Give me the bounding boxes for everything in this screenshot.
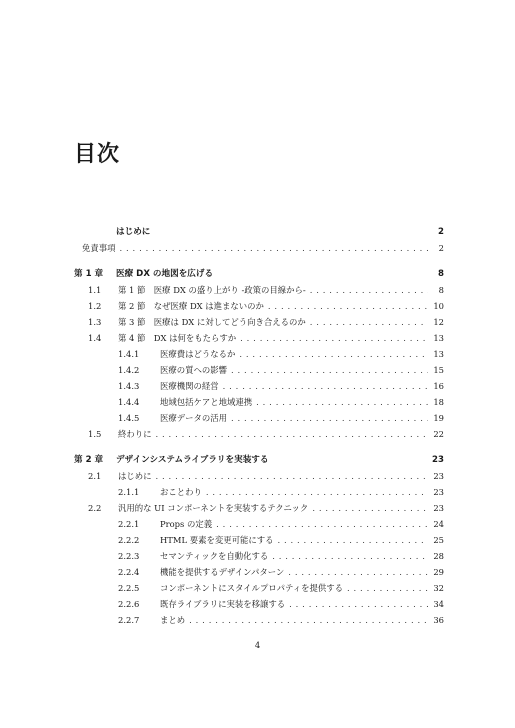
dot-leader	[288, 564, 428, 580]
toc-entry-number: 1.3	[88, 317, 102, 327]
toc-entry-title: 終わりに	[118, 429, 152, 439]
toc-entry-title: 医療費はどうなるか	[160, 349, 236, 359]
toc-entry-title: 医療データの活用	[160, 413, 227, 423]
toc-entry[interactable]	[74, 410, 444, 426]
toc-entry[interactable]	[74, 394, 444, 410]
dot-leader	[256, 394, 428, 410]
toc-entry-title: 第 4 節 DX は何をもたらすか	[118, 333, 237, 343]
toc-entry[interactable]	[74, 612, 444, 628]
dot-leader	[189, 612, 428, 628]
toc-entry-page: 10	[433, 301, 444, 311]
toc-entry-page: 25	[433, 535, 444, 545]
dot-leader	[310, 314, 428, 330]
toc-entry[interactable]	[74, 240, 444, 256]
toc-entry-number: 1.4.3	[118, 381, 140, 391]
toc-entry-page: 29	[433, 567, 444, 577]
toc-entry[interactable]	[74, 484, 444, 500]
toc-entry-page: 13	[433, 333, 444, 343]
toc-entry[interactable]	[74, 346, 444, 362]
toc-entry-page: 2	[438, 227, 444, 237]
toc-entry[interactable]	[74, 468, 444, 484]
toc-entry-page: 19	[433, 413, 444, 423]
toc-entry-page: 36	[433, 615, 444, 625]
toc-entry-number: 1.4	[88, 333, 102, 343]
toc-entry[interactable]	[74, 548, 444, 564]
toc-entry-number: 2.2.5	[118, 583, 140, 593]
dot-leader	[231, 410, 428, 426]
toc-entry-title: コンポーネントにスタイルプロパティを提供する	[160, 583, 343, 593]
toc-entry-number: 1.4.1	[118, 349, 140, 359]
toc-entry-page: 22	[433, 429, 444, 439]
toc-entry-title: Props の定義	[160, 519, 213, 529]
toc-entry[interactable]	[74, 516, 444, 532]
toc-entry-title: 第 3 節 医療は DX に対してどう向き合えるのか	[118, 317, 306, 327]
toc-entry-page: 24	[433, 519, 444, 529]
dot-leader	[277, 532, 428, 548]
toc-entry-number: 2.2.7	[118, 615, 140, 625]
dot-leader	[120, 240, 429, 256]
toc-entry-title: 機能を提供するデザインパターン	[160, 567, 285, 577]
dot-leader	[156, 468, 429, 484]
toc-entry-number: 1.1	[88, 285, 102, 295]
toc-entry-title: 既存ライブラリに実装を移譲する	[160, 599, 286, 609]
toc-entry-number: 第 1 章	[74, 269, 104, 279]
toc-entry-page: 8	[438, 269, 444, 279]
toc-entry[interactable]	[74, 426, 444, 442]
toc-entry-number: 第 2 章	[74, 455, 104, 465]
dot-leader	[231, 362, 428, 378]
toc-entry-title: まとめ	[160, 615, 186, 625]
dot-leader	[223, 378, 428, 394]
toc-entry-number: 2.2.2	[118, 535, 140, 545]
toc-entry[interactable]	[74, 266, 444, 282]
toc-entry[interactable]	[74, 596, 444, 612]
toc-entry-number: 2.1	[88, 471, 102, 481]
toc-entry[interactable]	[74, 452, 444, 468]
toc-entry-title: セマンティックを自動化する	[160, 551, 269, 561]
toc-entry-page: 23	[433, 503, 444, 513]
toc-entry-page: 18	[433, 397, 444, 407]
toc-entry-number: 1.4.4	[118, 397, 140, 407]
toc-entry-page: 13	[433, 349, 444, 359]
dot-leader	[240, 330, 428, 346]
toc-entry-title: はじめに	[116, 227, 151, 237]
toc-entry-number: 2.2.1	[118, 519, 140, 529]
page-number: 4	[254, 640, 261, 650]
toc-entry-number: 1.5	[88, 429, 102, 439]
toc-entry-title: 医療の質への影響	[160, 365, 227, 375]
toc-heading: 目次	[74, 142, 121, 167]
toc-entry-number: 2.2.6	[118, 599, 140, 609]
toc-entry-page: 34	[433, 599, 444, 609]
dot-leader	[156, 426, 429, 442]
toc-entry[interactable]	[74, 532, 444, 548]
toc-entry-title: 免責事項	[82, 243, 116, 253]
toc-entry-title: HTML 要素を変更可能にする	[160, 535, 274, 545]
toc-entry-page: 23	[433, 487, 444, 497]
toc-entry[interactable]	[74, 378, 444, 394]
toc-entry[interactable]	[74, 500, 444, 516]
toc-entry-title: はじめに	[118, 471, 152, 481]
toc-entry[interactable]	[74, 580, 444, 596]
dot-leader	[312, 500, 428, 516]
dot-leader	[347, 580, 428, 596]
toc-entry-title: 第 1 節 医療 DX の盛り上がり -政策の目線から-	[118, 285, 306, 295]
toc-entry-page: 2	[438, 243, 444, 253]
toc-entry-number: 2.2.3	[118, 551, 140, 561]
dot-leader	[289, 596, 428, 612]
toc-entry-title: 地域包括ケアと地域連携	[160, 397, 253, 407]
toc-entry-title: 汎用的な UI コンポーネントを実装するテクニック	[118, 503, 309, 513]
toc-entry-page: 12	[433, 317, 444, 327]
dot-leader	[268, 298, 428, 314]
toc-entry[interactable]	[74, 282, 444, 298]
toc-entry-number: 2.2.4	[118, 567, 140, 577]
toc-entry-page: 32	[433, 583, 444, 593]
toc-entry[interactable]	[74, 314, 444, 330]
toc-entry-title: おことわり	[160, 487, 202, 497]
dot-leader	[239, 346, 428, 362]
table-of-contents	[74, 224, 444, 628]
toc-entry-number: 2.2	[88, 503, 102, 513]
toc-entry[interactable]	[74, 298, 444, 314]
toc-entry-number: 1.4.5	[118, 413, 140, 423]
toc-entry-title: 医療 DX の地図を広げる	[116, 269, 214, 279]
dot-leader	[206, 484, 428, 500]
toc-entry-page: 23	[433, 471, 444, 481]
toc-entry-title: 第 2 節 なぜ医療 DX は進まないのか	[118, 301, 264, 311]
toc-entry-page: 8	[438, 285, 444, 295]
toc-entry-title: デザインシステムライブラリを実装する	[116, 455, 269, 465]
toc-entry[interactable]	[74, 330, 444, 346]
toc-entry-page: 28	[433, 551, 444, 561]
toc-entry-page: 23	[432, 455, 444, 465]
toc-entry[interactable]	[74, 224, 444, 240]
toc-entry-title: 医療機関の経営	[160, 381, 219, 391]
toc-entry-number: 2.1.1	[118, 487, 140, 497]
dot-leader	[310, 282, 428, 298]
dot-leader	[216, 516, 428, 532]
toc-entry-page: 15	[433, 365, 444, 375]
toc-entry[interactable]	[74, 362, 444, 378]
toc-entry[interactable]	[74, 564, 444, 580]
toc-entry-page: 16	[433, 381, 444, 391]
toc-entry-number: 1.2	[88, 301, 102, 311]
toc-entry-number: 1.4.2	[118, 365, 140, 375]
dot-leader	[272, 548, 428, 564]
